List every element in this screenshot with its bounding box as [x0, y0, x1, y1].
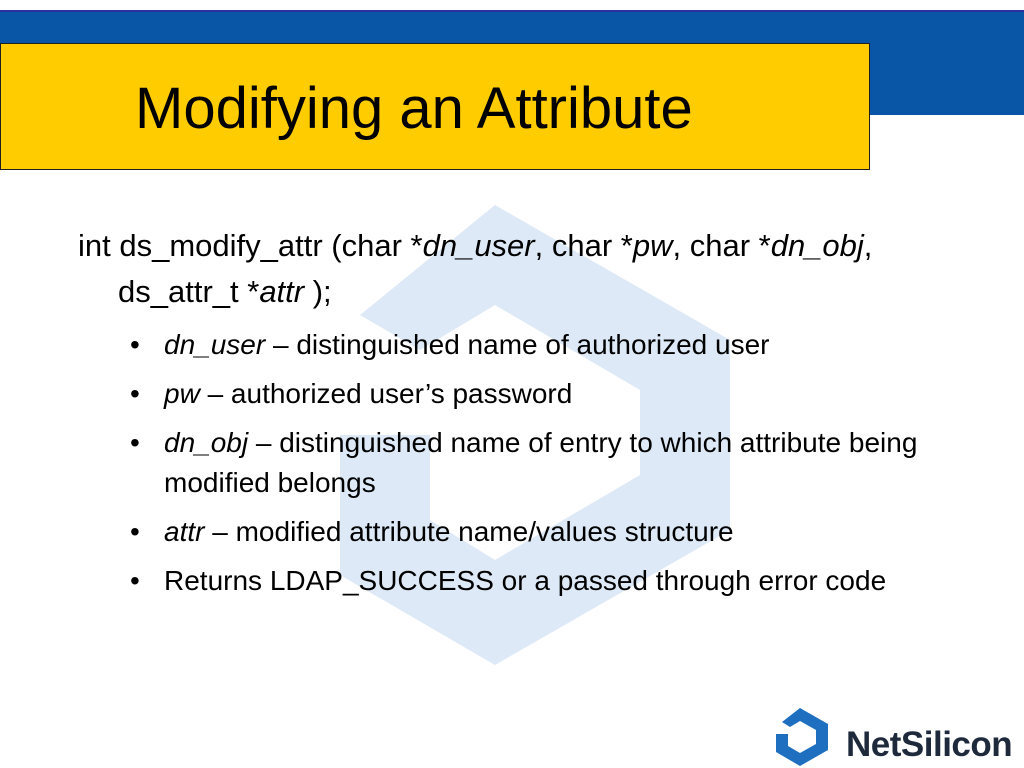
bullet-term: dn_obj [164, 427, 249, 458]
bullet-desc: – distinguished name of authorized user [265, 329, 770, 360]
bullet-list [78, 325, 958, 601]
function-signature [78, 223, 958, 315]
bullet-desc: – modified attribute name/values structure [204, 516, 734, 547]
list-item [78, 512, 958, 552]
bullet-term: pw [164, 378, 200, 409]
param-dn-user: dn_user [422, 228, 535, 263]
logo-text: NetSilicon [846, 725, 1013, 764]
slide-title: Modifying an Attribute [135, 76, 693, 141]
list-item [78, 374, 958, 414]
param-pw: pw [632, 228, 673, 263]
list-item [78, 423, 958, 503]
header-line [0, 10, 1024, 12]
sig-part: , ds_attr_t * [118, 228, 873, 309]
bullet-icon: • [130, 427, 140, 458]
bullet-icon: • [130, 378, 140, 409]
slide-body [78, 223, 958, 610]
sig-part: , char * [534, 228, 633, 263]
sig-part: , char * [672, 228, 771, 263]
sig-part: ); [304, 274, 332, 309]
sig-part: int ds_modify_attr (char * [78, 228, 423, 263]
bullet-desc: – distinguished name of entry to which attribute being modified belongs [164, 427, 918, 498]
bullet-desc: Returns LDAP_SUCCESS or a passed through error code [164, 565, 887, 596]
bullet-desc: – authorized user’s password [199, 378, 573, 409]
list-item [78, 325, 958, 365]
bullet-term: attr [164, 516, 205, 547]
bullet-icon: • [130, 329, 140, 360]
bullet-icon: • [130, 516, 140, 547]
bullet-term: dn_user [164, 329, 266, 360]
param-dn-obj: dn_obj [770, 228, 864, 263]
list-item [78, 561, 958, 601]
bullet-icon: • [130, 565, 140, 596]
param-attr: attr [259, 274, 305, 309]
